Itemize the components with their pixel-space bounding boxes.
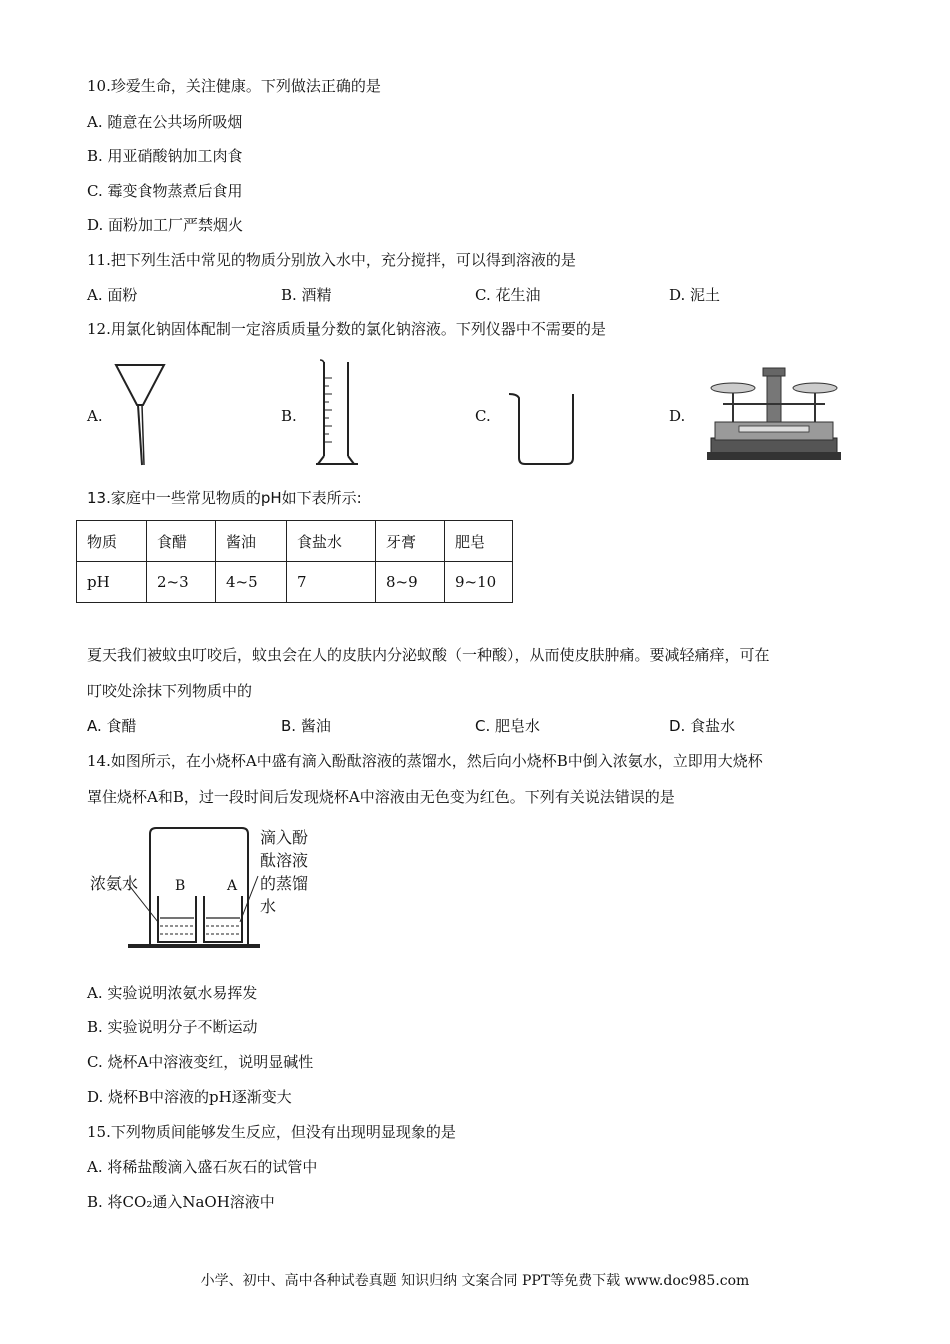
q10-option-b: B. 用亚硝酸钠加工肉食: [87, 147, 243, 165]
table-cell: 4~5: [216, 562, 287, 603]
q10-option-c: C. 霉变食物蒸煮后食用: [87, 182, 243, 200]
table-cell: 物质: [77, 521, 147, 562]
q12-label-b: B.: [281, 407, 297, 425]
q12-label-d: D.: [669, 407, 686, 425]
table-cell: 肥皂: [445, 521, 513, 562]
table-cell: 食盐水: [287, 521, 376, 562]
table-cell: pH: [77, 562, 147, 603]
q11-option-b: B. 酒精: [281, 286, 332, 304]
table-row: [77, 562, 513, 603]
label-phenolphthalein-line: 水: [260, 897, 277, 916]
label-beaker-b: B: [175, 878, 186, 894]
label-ammonia: 浓氨水: [90, 874, 139, 893]
q13-option-d: D. 食盐水: [669, 717, 736, 735]
graduated-cylinder-icon: [314, 358, 360, 468]
table-cell: 8~9: [376, 562, 445, 603]
q13-option-a: A. 食醋: [87, 717, 137, 735]
q14-option-d: D. 烧杯B中溶液的pH逐渐变大: [87, 1088, 292, 1106]
q11-stem: 11.把下列生活中常见的物质分别放入水中，充分搅拌，可以得到溶液的是: [87, 251, 576, 269]
q10-option-d: D. 面粉加工厂严禁烟火: [87, 216, 244, 234]
funnel-icon: [112, 362, 168, 468]
q12-label-a: A.: [87, 407, 103, 425]
q11-option-c: C. 花生油: [475, 286, 541, 304]
ph-table: [76, 520, 513, 603]
label-phenolphthalein-line: 滴入酚: [260, 828, 309, 847]
table-cell: 食醋: [147, 521, 216, 562]
q13-text-1: 夏天我们被蚊虫叮咬后，蚊虫会在人的皮肤内分泌蚁酸（一种酸），从而使皮肤肿痛。要减轻痛痒，可在: [87, 646, 770, 664]
table-cell: 9~10: [445, 562, 513, 603]
q14-stem-1: 14.如图所示，在小烧杯A中盛有滴入酚酞溶液的蒸馏水，然后向小烧杯B中倒入浓氨水，立即用大烧杯: [87, 752, 763, 770]
q13-option-b: B. 酱油: [281, 717, 331, 735]
q14-option-c: C. 烧杯A中溶液变红，说明显碱性: [87, 1053, 314, 1071]
q15-option-b: B. 将CO₂通入NaOH溶液中: [87, 1193, 275, 1211]
q14-stem-2: 罩住烧杯A和B，过一段时间后发现烧杯A中溶液由无色变为红色。下列有关说法错误的是: [87, 788, 675, 806]
q11-option-a: A. 面粉: [87, 286, 138, 304]
q13-option-c: C. 肥皂水: [475, 717, 541, 735]
q15-option-a: A. 将稀盐酸滴入盛石灰石的试管中: [87, 1158, 318, 1176]
q12-stem: 12.用氯化钠固体配制一定溶质质量分数的氯化钠溶液。下列仪器中不需要的是: [87, 320, 606, 338]
q10-option-a: A. 随意在公共场所吸烟: [87, 113, 243, 131]
label-phenolphthalein: [260, 826, 308, 918]
beaker-experiment-figure: [88, 826, 328, 952]
label-phenolphthalein-line: 酞溶液: [260, 851, 309, 870]
table-row: [77, 521, 513, 562]
q13-text-2: 叮咬处涂抹下列物质中的: [87, 682, 253, 700]
q13-stem: 13.家庭中一些常见物质的pH如下表所示:: [87, 489, 362, 507]
q14-option-b: B. 实验说明分子不断运动: [87, 1018, 258, 1036]
table-cell: 2~3: [147, 562, 216, 603]
q11-option-d: D. 泥土: [669, 286, 721, 304]
table-cell: 7: [287, 562, 376, 603]
table-cell: 牙膏: [376, 521, 445, 562]
page-footer: 小学、初中、高中各种试卷真题 知识归纳 文案合同 PPT等免费下载 www.doc985.com: [200, 1273, 750, 1289]
q12-label-c: C.: [475, 407, 491, 425]
q10-stem: 10.珍爱生命，关注健康。下列做法正确的是: [87, 77, 381, 95]
beaker-icon: [505, 388, 577, 468]
table-cell: 酱油: [216, 521, 287, 562]
label-beaker-a: A: [227, 878, 238, 894]
q15-stem: 15.下列物质间能够发生反应，但没有出现明显现象的是: [87, 1123, 456, 1141]
label-phenolphthalein-line: 的蒸馏: [260, 874, 309, 893]
q14-option-a: A. 实验说明浓氨水易挥发: [87, 984, 258, 1002]
balance-scale-icon: [703, 366, 845, 464]
